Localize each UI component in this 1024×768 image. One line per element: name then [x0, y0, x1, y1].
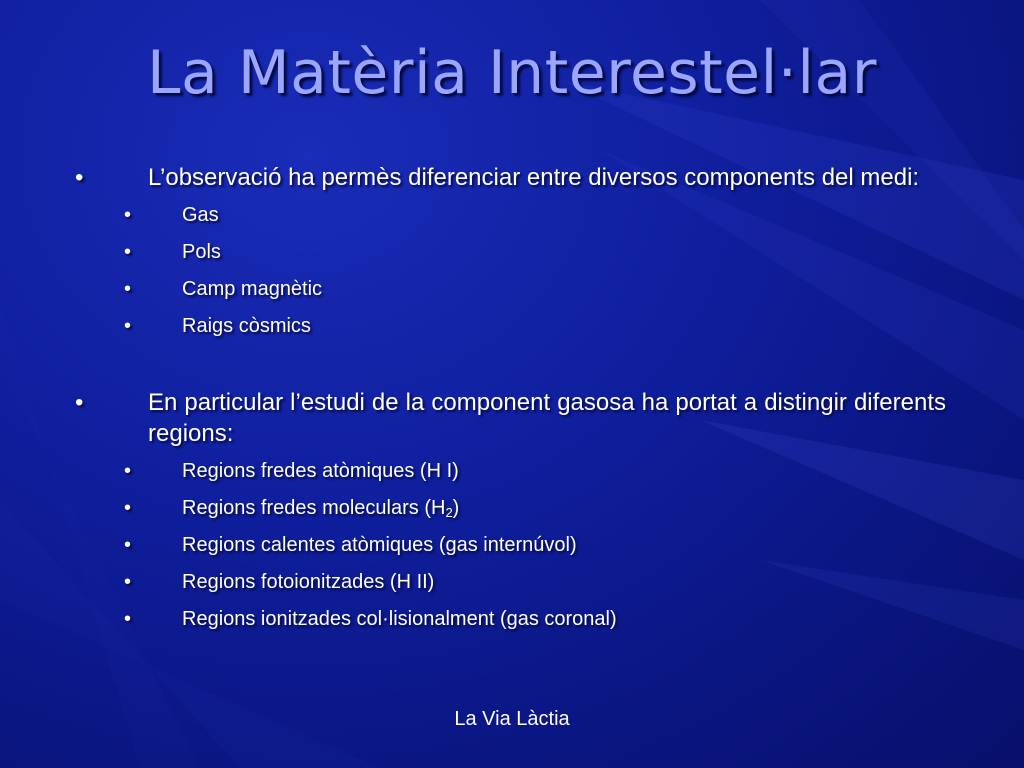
bullet-marker: • [124, 608, 132, 630]
list-item-text-suffix: ) [452, 497, 460, 519]
components-list [70, 197, 946, 345]
bullet-marker: • [124, 571, 132, 593]
spacer [70, 345, 946, 387]
bullet-marker: • [75, 389, 84, 416]
subscript-2: 2 [445, 505, 453, 520]
bullet-gas-component [70, 387, 946, 449]
list-item [70, 490, 946, 527]
list-item-text: Raigs còsmics [182, 315, 311, 337]
list-item [70, 234, 946, 271]
list-item-text: Camp magnètic [182, 278, 323, 300]
bullet-text: En particular l’estudi de la component gasosa ha portat a distingir diferents regions: [148, 389, 946, 447]
bullet-marker: • [124, 204, 132, 226]
bullet-marker: • [75, 164, 84, 191]
list-item-text: Regions fotoionitzades (H II) [182, 571, 435, 593]
list-item-text: Regions fredes atòmiques (H I) [182, 460, 459, 482]
bullet-marker: • [124, 278, 132, 300]
list-item [70, 271, 946, 308]
bullet-marker: • [124, 241, 132, 263]
list-item [70, 308, 946, 345]
slide-title: La Matèria Interestel·lar [147, 38, 877, 108]
bullet-observation [70, 162, 946, 193]
list-item-text: Regions ionitzades col·lisionalment (gas coronal) [182, 608, 617, 630]
list-item-text: Gas [182, 204, 219, 226]
list-item-text [182, 497, 459, 519]
bullet-marker: • [124, 460, 132, 482]
bullet-text: L’observació ha permès diferenciar entre diversos components del medi: [148, 164, 920, 191]
bullet-marker: • [124, 497, 132, 519]
list-item [70, 527, 946, 564]
list-item [70, 564, 946, 601]
bullet-marker: • [124, 315, 132, 337]
list-item [70, 601, 946, 638]
list-item [70, 197, 946, 234]
slide-footer: La Via Làctia [454, 708, 570, 730]
regions-list [70, 453, 946, 638]
list-item-text: Regions calentes atòmiques (gas internúvol) [182, 534, 577, 556]
list-item-text: Pols [182, 241, 221, 263]
bullet-marker: • [124, 534, 132, 556]
list-item [70, 453, 946, 490]
list-item-text-prefix: Regions fredes moleculars (H [182, 497, 446, 519]
slide-content [70, 162, 946, 638]
